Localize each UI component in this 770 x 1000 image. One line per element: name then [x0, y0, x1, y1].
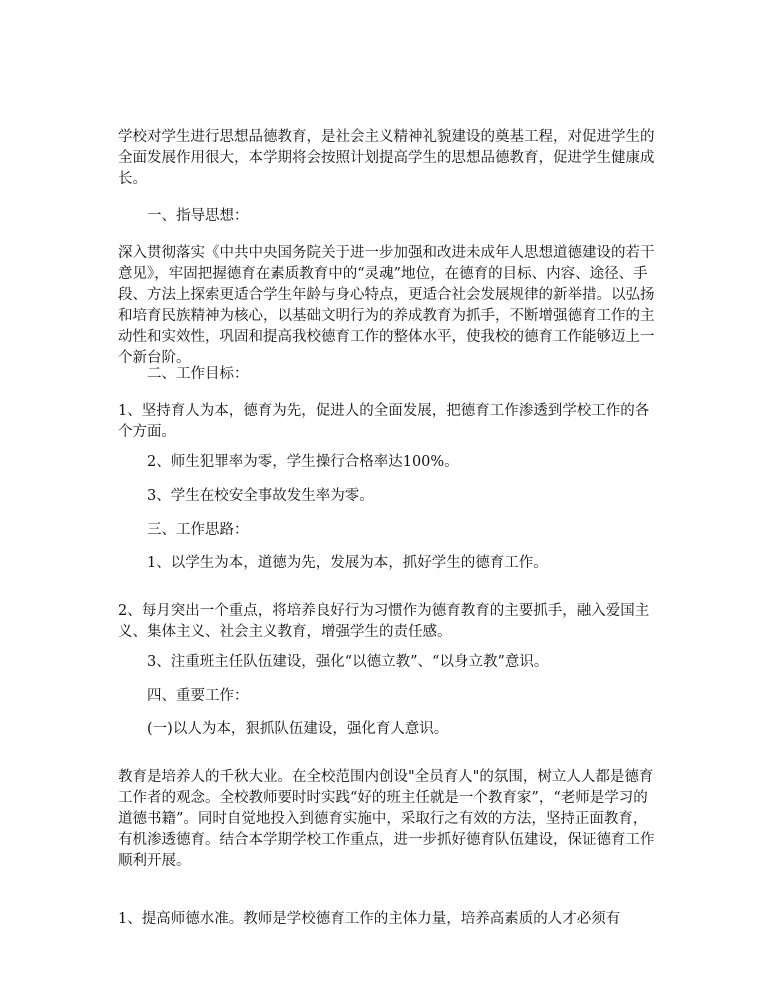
approach-item-1: 1、以学生为本，道德为先，发展为本，抓好学生的德育工作。 [147, 555, 548, 571]
key-work-subheading-1: (一)以人为本，狠抓队伍建设，强化育人意识。 [147, 721, 449, 737]
goal-item-3: 3、学生在校安全事故发生率为零。 [147, 488, 374, 504]
goal-item-2: 2、师生犯罪率为零，学生操行合格率达100%。 [147, 454, 459, 470]
section-heading-work-approach: 三、工作思路： [147, 522, 249, 538]
education-paragraph: 教育是培养人的千秋大业。在全校范围内创设"全员育人"的氛围，树立人人都是德育工作者的观念。全校教师要时时实践“好的班主任就是一个教育家”，“老师是学习的道德书籍”。同时自觉地投入到德育实施中，采取行之有效的方法，坚持正面教育，有机渗透德育。结合本学期学校工作重点，进一步抓好德育队伍建设，保证德育工作顺利开展。 [118, 769, 655, 869]
approach-item-3: 3、注重班主任队伍建设，强化“以德立教”、“以身立教”意识。 [147, 654, 549, 670]
guiding-ideology-paragraph: 深入贯彻落实《中共中央国务院关于进一步加强和改进未成年人思想道德建设的若干意见》，牢固把握德育在素质教育中的“灵魂”地位，在德育的目标、内容、途径、手段、方法上探索更适合学生年龄与身心特点，更适合社会发展规律的新举措。以弘扬和培育民族精神为核心，以基础文明行为的养成教育为抓手，不断增强德育工作的主动性和实效性，巩固和提高我校德育工作的整体水平，使我校的德育工作能够迈上一个新台阶。 [118, 245, 655, 366]
section-heading-guiding-ideology: 一、指导思想： [147, 208, 249, 224]
section-heading-work-goals: 二、工作目标： [147, 366, 249, 382]
teacher-ethics-paragraph: 1、提高师德水准。教师是学校德育工作的主体力量，培养高素质的人才必须有 [118, 911, 621, 927]
intro-paragraph: 学校对学生进行思想品德教育，是社会主义精神礼貌建设的奠基工程，对促进学生的全面发展作用很大，本学期将会按照计划提高学生的思想品德教育，促进学生健康成长。 [118, 129, 655, 187]
goal-item-1: 1、坚持育人为本，德育为先，促进人的全面发展，把德育工作渗透到学校工作的各个方面。 [118, 403, 650, 440]
approach-item-2: 2、每月突出一个重点，将培养良好行为习惯作为德育教育的主要抓手，融入爱国主义、集体主义、社会主义教育，增强学生的责任感。 [118, 603, 650, 640]
section-heading-key-work: 四、重要工作： [147, 688, 249, 704]
